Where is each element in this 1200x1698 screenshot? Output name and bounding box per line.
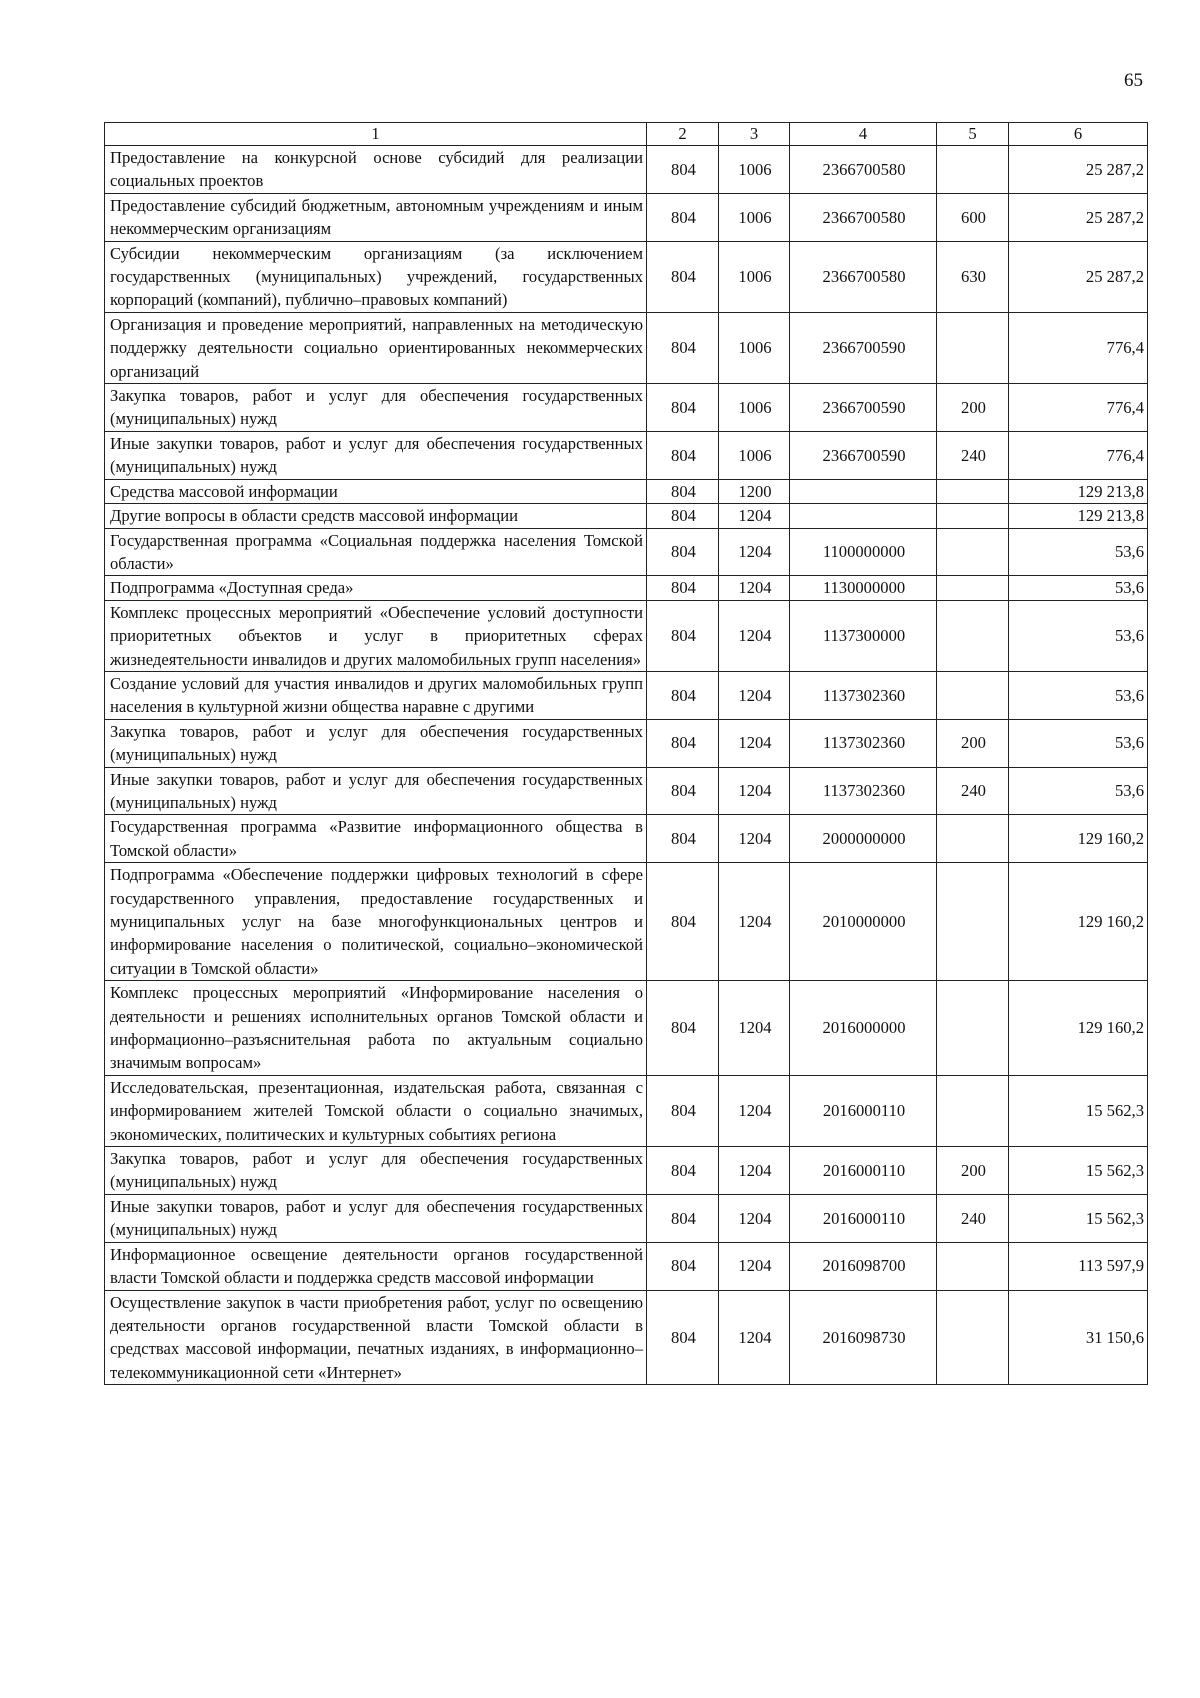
- expense-type-code: [937, 1075, 1009, 1146]
- table-header-row: [105, 123, 1148, 146]
- table-row: [105, 1290, 1148, 1385]
- header-col-5: 5: [937, 123, 1009, 146]
- expense-type-code: [937, 671, 1009, 719]
- expense-type-code: [937, 863, 1009, 981]
- ministry-code: 804: [647, 384, 719, 432]
- ministry-code: 804: [647, 1147, 719, 1195]
- section-code: 1006: [719, 241, 790, 312]
- header-col-2: 2: [647, 123, 719, 146]
- page-number: 65: [1124, 70, 1143, 91]
- amount: 53,6: [1009, 767, 1148, 815]
- table-row: [105, 1147, 1148, 1195]
- expense-type-code: [937, 1242, 1009, 1290]
- row-description: Создание условий для участия инвалидов и других маломобильных групп населения в культурной жизни общества наравне с другими: [105, 671, 647, 719]
- ministry-code: 804: [647, 1290, 719, 1385]
- header-col-1: 1: [105, 123, 647, 146]
- expense-type-code: 240: [937, 1194, 1009, 1242]
- target-article-code: 1137302360: [790, 719, 937, 767]
- row-description: Подпрограмма «Доступная среда»: [105, 576, 647, 600]
- ministry-code: 804: [647, 981, 719, 1076]
- amount: 31 150,6: [1009, 1290, 1148, 1385]
- row-description: Иные закупки товаров, работ и услуг для обеспечения государственных (муниципальных) нужд: [105, 431, 647, 479]
- table-row: [105, 479, 1148, 503]
- ministry-code: 804: [647, 719, 719, 767]
- amount: 129 160,2: [1009, 981, 1148, 1076]
- target-article-code: 2016098700: [790, 1242, 937, 1290]
- table-row: [105, 312, 1148, 383]
- row-description: Комплекс процессных мероприятий «Обеспечение условий доступности приоритетных объектов и услуг в приоритетных сферах жизнедеятельности инвалидов и других маломобильных групп населения»: [105, 600, 647, 671]
- amount: 129 160,2: [1009, 863, 1148, 981]
- expense-type-code: [937, 528, 1009, 576]
- target-article-code: 2000000000: [790, 815, 937, 863]
- ministry-code: 804: [647, 863, 719, 981]
- table-row: [105, 504, 1148, 528]
- target-article-code: [790, 504, 937, 528]
- target-article-code: 1130000000: [790, 576, 937, 600]
- target-article-code: 2366700580: [790, 146, 937, 194]
- ministry-code: 804: [647, 600, 719, 671]
- amount: 53,6: [1009, 600, 1148, 671]
- expense-type-code: [937, 146, 1009, 194]
- amount: 15 562,3: [1009, 1147, 1148, 1195]
- section-code: 1006: [719, 146, 790, 194]
- ministry-code: 804: [647, 431, 719, 479]
- expense-type-code: [937, 1290, 1009, 1385]
- section-code: 1204: [719, 1075, 790, 1146]
- ministry-code: 804: [647, 193, 719, 241]
- table-row: [105, 1242, 1148, 1290]
- ministry-code: 804: [647, 815, 719, 863]
- row-description: Средства массовой информации: [105, 479, 647, 503]
- target-article-code: 2366700580: [790, 193, 937, 241]
- amount: 25 287,2: [1009, 241, 1148, 312]
- table-row: [105, 193, 1148, 241]
- row-description: Предоставление субсидий бюджетным, автономным учреждениям и иным некоммерческим организациям: [105, 193, 647, 241]
- ministry-code: 804: [647, 241, 719, 312]
- target-article-code: [790, 479, 937, 503]
- section-code: 1204: [719, 1290, 790, 1385]
- ministry-code: 804: [647, 576, 719, 600]
- expense-type-code: 240: [937, 431, 1009, 479]
- section-code: 1204: [719, 981, 790, 1076]
- row-description: Иные закупки товаров, работ и услуг для обеспечения государственных (муниципальных) нужд: [105, 1194, 647, 1242]
- amount: 129 213,8: [1009, 504, 1148, 528]
- target-article-code: 2366700590: [790, 431, 937, 479]
- row-description: Иные закупки товаров, работ и услуг для обеспечения государственных (муниципальных) нужд: [105, 767, 647, 815]
- amount: 53,6: [1009, 576, 1148, 600]
- table-row: [105, 241, 1148, 312]
- ministry-code: 804: [647, 528, 719, 576]
- section-code: 1204: [719, 719, 790, 767]
- row-description: Государственная программа «Социальная поддержка населения Томской области»: [105, 528, 647, 576]
- section-code: 1204: [719, 504, 790, 528]
- section-code: 1204: [719, 1242, 790, 1290]
- ministry-code: 804: [647, 1194, 719, 1242]
- row-description: Организация и проведение мероприятий, направленных на методическую поддержку деятельности социально ориентированных некоммерческих организаций: [105, 312, 647, 383]
- table-row: [105, 719, 1148, 767]
- ministry-code: 804: [647, 479, 719, 503]
- expense-type-code: [937, 576, 1009, 600]
- table-row: [105, 146, 1148, 194]
- amount: 53,6: [1009, 719, 1148, 767]
- row-description: Закупка товаров, работ и услуг для обеспечения государственных (муниципальных) нужд: [105, 1147, 647, 1195]
- row-description: Осуществление закупок в части приобретения работ, услуг по освещению деятельности органов государственной власти Томской области в средствах массовой информации, печатных изданиях, в информационно–телекоммуникационной сети «Интернет»: [105, 1290, 647, 1385]
- section-code: 1204: [719, 671, 790, 719]
- section-code: 1204: [719, 576, 790, 600]
- expense-type-code: [937, 504, 1009, 528]
- table-row: [105, 815, 1148, 863]
- row-description: Другие вопросы в области средств массовой информации: [105, 504, 647, 528]
- section-code: 1204: [719, 1147, 790, 1195]
- table-row: [105, 576, 1148, 600]
- amount: 129 213,8: [1009, 479, 1148, 503]
- row-description: Исследовательская, презентационная, издательская работа, связанная с информированием жителей Томской области о социально значимых, экономических, политических и культурных событиях региона: [105, 1075, 647, 1146]
- target-article-code: 2016000000: [790, 981, 937, 1076]
- section-code: 1204: [719, 600, 790, 671]
- target-article-code: 1137300000: [790, 600, 937, 671]
- section-code: 1006: [719, 384, 790, 432]
- budget-table: [104, 122, 1148, 1385]
- header-col-6: 6: [1009, 123, 1148, 146]
- row-description: Закупка товаров, работ и услуг для обеспечения государственных (муниципальных) нужд: [105, 384, 647, 432]
- amount: 129 160,2: [1009, 815, 1148, 863]
- row-description: Предоставление на конкурсной основе субсидий для реализации социальных проектов: [105, 146, 647, 194]
- target-article-code: 2016000110: [790, 1147, 937, 1195]
- section-code: 1006: [719, 193, 790, 241]
- amount: 53,6: [1009, 528, 1148, 576]
- amount: 15 562,3: [1009, 1194, 1148, 1242]
- target-article-code: 2010000000: [790, 863, 937, 981]
- target-article-code: 2016098730: [790, 1290, 937, 1385]
- row-description: Закупка товаров, работ и услуг для обеспечения государственных (муниципальных) нужд: [105, 719, 647, 767]
- ministry-code: 804: [647, 146, 719, 194]
- section-code: 1204: [719, 528, 790, 576]
- expense-type-code: [937, 815, 1009, 863]
- expense-type-code: 200: [937, 1147, 1009, 1195]
- amount: 113 597,9: [1009, 1242, 1148, 1290]
- table-row: [105, 1075, 1148, 1146]
- ministry-code: 804: [647, 504, 719, 528]
- expense-type-code: [937, 600, 1009, 671]
- table-row: [105, 767, 1148, 815]
- amount: 15 562,3: [1009, 1075, 1148, 1146]
- expense-type-code: 200: [937, 384, 1009, 432]
- section-code: 1006: [719, 312, 790, 383]
- table-row: [105, 1194, 1148, 1242]
- header-col-4: 4: [790, 123, 937, 146]
- amount: 53,6: [1009, 671, 1148, 719]
- expense-type-code: [937, 981, 1009, 1076]
- table-row: [105, 528, 1148, 576]
- expense-type-code: 200: [937, 719, 1009, 767]
- section-code: 1204: [719, 767, 790, 815]
- target-article-code: 2366700580: [790, 241, 937, 312]
- target-article-code: 2366700590: [790, 312, 937, 383]
- target-article-code: 2016000110: [790, 1194, 937, 1242]
- amount: 25 287,2: [1009, 193, 1148, 241]
- amount: 25 287,2: [1009, 146, 1148, 194]
- target-article-code: 1137302360: [790, 671, 937, 719]
- row-description: Комплекс процессных мероприятий «Информирование населения о деятельности и решениях исполнительных органов Томской области и информационно–разъяснительная работа по актуальным социально значимым вопросам»: [105, 981, 647, 1076]
- row-description: Информационное освещение деятельности органов государственной власти Томской области и поддержка средств массовой информации: [105, 1242, 647, 1290]
- section-code: 1200: [719, 479, 790, 503]
- table-row: [105, 671, 1148, 719]
- target-article-code: 2366700590: [790, 384, 937, 432]
- target-article-code: 2016000110: [790, 1075, 937, 1146]
- section-code: 1204: [719, 1194, 790, 1242]
- table-row: [105, 981, 1148, 1076]
- amount: 776,4: [1009, 312, 1148, 383]
- table-row: [105, 600, 1148, 671]
- table-row: [105, 863, 1148, 981]
- ministry-code: 804: [647, 671, 719, 719]
- row-description: Подпрограмма «Обеспечение поддержки цифровых технологий в сфере государственного управления, предоставление государственных и муниципальных услуг на базе многофункциональных центров и информирование населения о политической, социально–экономической ситуации в Томской области»: [105, 863, 647, 981]
- row-description: Государственная программа «Развитие информационного общества в Томской области»: [105, 815, 647, 863]
- section-code: 1204: [719, 863, 790, 981]
- table-row: [105, 431, 1148, 479]
- expense-type-code: 630: [937, 241, 1009, 312]
- target-article-code: 1100000000: [790, 528, 937, 576]
- table-body: [105, 146, 1148, 1385]
- section-code: 1204: [719, 815, 790, 863]
- ministry-code: 804: [647, 312, 719, 383]
- target-article-code: 1137302360: [790, 767, 937, 815]
- row-description: Субсидии некоммерческим организациям (за исключением государственных (муниципальных) учреждений, государственных корпораций (компаний), публично–правовых компаний): [105, 241, 647, 312]
- header-col-3: 3: [719, 123, 790, 146]
- ministry-code: 804: [647, 767, 719, 815]
- amount: 776,4: [1009, 384, 1148, 432]
- expense-type-code: 240: [937, 767, 1009, 815]
- expense-type-code: 600: [937, 193, 1009, 241]
- expense-type-code: [937, 312, 1009, 383]
- ministry-code: 804: [647, 1242, 719, 1290]
- table-row: [105, 384, 1148, 432]
- expense-type-code: [937, 479, 1009, 503]
- ministry-code: 804: [647, 1075, 719, 1146]
- section-code: 1006: [719, 431, 790, 479]
- amount: 776,4: [1009, 431, 1148, 479]
